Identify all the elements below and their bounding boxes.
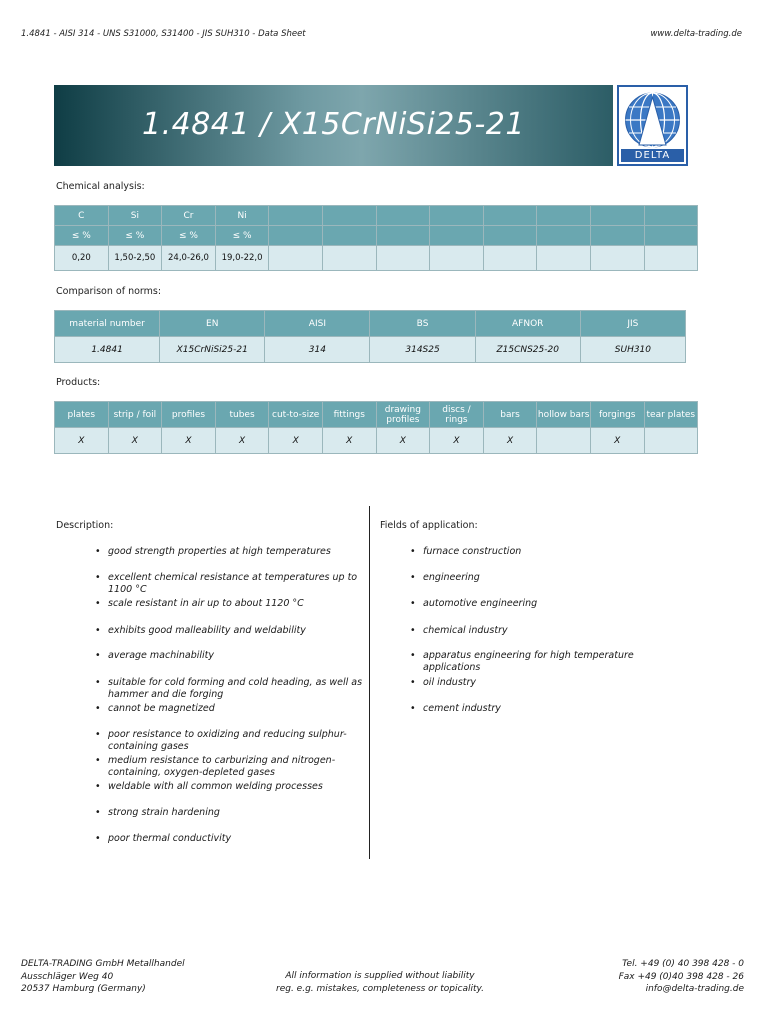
norms-value-cell: Z15CNS25-20 <box>475 337 580 363</box>
chem-value-cell: 19,0-22,0 <box>215 246 269 271</box>
title-banner <box>54 85 613 166</box>
products-table <box>54 401 698 454</box>
chem-value-cell <box>590 246 644 271</box>
products-value-cell: X <box>162 428 216 454</box>
application-item: • automotive engineering <box>423 598 663 610</box>
chem-element-cell: C <box>55 206 109 226</box>
chemical-analysis-table <box>54 205 698 271</box>
chem-element-cell <box>590 206 644 226</box>
products-header-cell: bars <box>483 402 537 428</box>
description-item: • poor thermal conductivity <box>108 833 363 845</box>
footer-company-name: DELTA-TRADING GmbH Metallhandel <box>21 959 185 969</box>
footer-contact <box>619 958 744 996</box>
chem-element-cell <box>537 206 591 226</box>
header-website-link[interactable]: www.delta-trading.de <box>650 29 742 39</box>
norms-value-cell: 1.4841 <box>55 337 160 363</box>
application-item: • furnace construction <box>423 546 663 558</box>
products-value-cell: X <box>483 428 537 454</box>
description-item: • exhibits good malleability and weldability <box>108 625 363 637</box>
norms-label: Comparison of norms: <box>56 286 162 297</box>
chem-element-cell: Si <box>108 206 162 226</box>
products-value-cell: X <box>215 428 269 454</box>
chem-value-cell <box>376 246 430 271</box>
header-doc-title: 1.4841 - AISI 314 - UNS S31000, S31400 - JIS SUH310 - Data Sheet <box>21 29 306 39</box>
application-item: • oil industry <box>423 677 663 689</box>
norms-header-cell: AISI <box>265 311 370 337</box>
description-title: Description: <box>56 520 114 531</box>
products-label: Products: <box>56 377 101 388</box>
page-title: 1.4841 / X15CrNiSi25-21 <box>142 107 525 142</box>
products-value-cell: X <box>108 428 162 454</box>
description-item: • suitable for cold forming and cold heading, as well as hammer and die forging <box>108 677 363 701</box>
chem-element-cell <box>483 206 537 226</box>
products-header-cell: hollow bars <box>537 402 591 428</box>
norms-value-cell: X15CrNiSi25-21 <box>160 337 265 363</box>
norms-header-cell: JIS <box>580 311 685 337</box>
footer-disclaimer <box>230 970 530 995</box>
chem-limit-cell <box>590 226 644 246</box>
norms-value-row <box>55 337 686 363</box>
chem-limit-cell: ≤ % <box>162 226 216 246</box>
application-item: • engineering <box>423 572 663 584</box>
products-value-row <box>55 428 698 454</box>
products-value-cell: X <box>269 428 323 454</box>
chem-limit-cell <box>483 226 537 246</box>
chem-limit-cell: ≤ % <box>215 226 269 246</box>
norms-header-cell: BS <box>370 311 475 337</box>
footer-disclaimer-line: All information is supplied without liability <box>285 971 475 981</box>
chem-limit-cell <box>644 226 698 246</box>
footer-fax: Fax +49 (0)40 398 428 - 26 <box>618 971 744 982</box>
chem-value-cell: 1,50-2,50 <box>108 246 162 271</box>
norms-value-cell: 314S25 <box>370 337 475 363</box>
chem-value-cell <box>537 246 591 271</box>
chem-element-cell <box>376 206 430 226</box>
norms-value-cell: SUH310 <box>580 337 685 363</box>
norms-header-cell: EN <box>160 311 265 337</box>
chem-value-cell <box>269 246 323 271</box>
products-header-cell: strip / foil <box>108 402 162 428</box>
products-header-cell: tubes <box>215 402 269 428</box>
delta-logo <box>617 85 688 166</box>
chem-element-cell <box>430 206 484 226</box>
chem-limit-cell <box>376 226 430 246</box>
footer-disclaimer-line: reg. e.g. mistakes, completeness or topicality. <box>276 983 484 994</box>
chemical-analysis-label: Chemical analysis: <box>56 181 145 192</box>
chem-value-cell <box>322 246 376 271</box>
applications-title: Fields of application: <box>380 520 478 531</box>
products-value-cell: X <box>590 428 644 454</box>
products-value-cell: X <box>322 428 376 454</box>
chem-element-cell <box>269 206 323 226</box>
norms-header-cell: material number <box>55 311 160 337</box>
products-value-cell: X <box>376 428 430 454</box>
logo-text: DELTA <box>634 150 671 161</box>
column-divider <box>369 506 370 859</box>
description-item: • cannot be magnetized <box>108 703 363 715</box>
description-item: • strong strain hardening <box>108 807 363 819</box>
products-value-cell: X <box>430 428 484 454</box>
footer-company-street: Ausschläger Weg 40 <box>21 971 114 982</box>
footer-phone: Tel. +49 (0) 40 398 428 - 0 <box>622 959 744 969</box>
products-header-cell: discs / rings <box>430 402 484 428</box>
chem-limit-cell <box>322 226 376 246</box>
application-item: • apparatus engineering for high temperature applications <box>423 650 663 674</box>
norms-header-row <box>55 311 686 337</box>
products-value-cell <box>537 428 591 454</box>
application-item: • chemical industry <box>423 625 663 637</box>
products-value-cell: X <box>55 428 109 454</box>
chem-value-cell: 0,20 <box>55 246 109 271</box>
description-item: • average machinability <box>108 650 363 662</box>
products-header-cell: plates <box>55 402 109 428</box>
description-item: • weldable with all common welding processes <box>108 781 363 793</box>
chem-value-cell <box>430 246 484 271</box>
products-header-cell: forgings <box>590 402 644 428</box>
chem-limit-cell: ≤ % <box>108 226 162 246</box>
footer-company <box>21 958 185 996</box>
chem-value-cell: 24,0-26,0 <box>162 246 216 271</box>
description-item: • good strength properties at high temperatures <box>108 546 363 558</box>
description-item: • medium resistance to carburizing and nitrogen-containing, oxygen-depleted gases <box>108 755 363 779</box>
products-header-cell: cut-to-size <box>269 402 323 428</box>
products-header-cell: drawing profiles <box>376 402 430 428</box>
chem-limit-cell <box>269 226 323 246</box>
chem-element-cell <box>322 206 376 226</box>
chem-element-cell: Cr <box>162 206 216 226</box>
products-header-row <box>55 402 698 428</box>
footer-company-city: 20537 Hamburg (Germany) <box>21 984 146 994</box>
products-header-cell: fittings <box>322 402 376 428</box>
footer-email-link[interactable]: info@delta-trading.de <box>645 984 744 994</box>
chem-element-row <box>55 206 698 226</box>
chem-value-row <box>55 246 698 271</box>
products-header-cell: tear plates <box>644 402 698 428</box>
norms-header-cell: AFNOR <box>475 311 580 337</box>
description-item: • scale resistant in air up to about 1120 °C <box>108 598 363 610</box>
chem-value-cell <box>644 246 698 271</box>
norms-table <box>54 310 686 363</box>
products-value-cell <box>644 428 698 454</box>
chem-value-cell <box>483 246 537 271</box>
chem-element-cell <box>644 206 698 226</box>
chem-limit-cell <box>537 226 591 246</box>
application-item: • cement industry <box>423 703 663 715</box>
chem-limit-cell: ≤ % <box>55 226 109 246</box>
description-item: • poor resistance to oxidizing and reducing sulphur-containing gases <box>108 729 363 753</box>
products-header-cell: profiles <box>162 402 216 428</box>
norms-value-cell: 314 <box>265 337 370 363</box>
chem-limit-row <box>55 226 698 246</box>
chem-limit-cell <box>430 226 484 246</box>
description-item: • excellent chemical resistance at temperatures up to 1100 °C <box>108 572 363 596</box>
chem-element-cell: Ni <box>215 206 269 226</box>
